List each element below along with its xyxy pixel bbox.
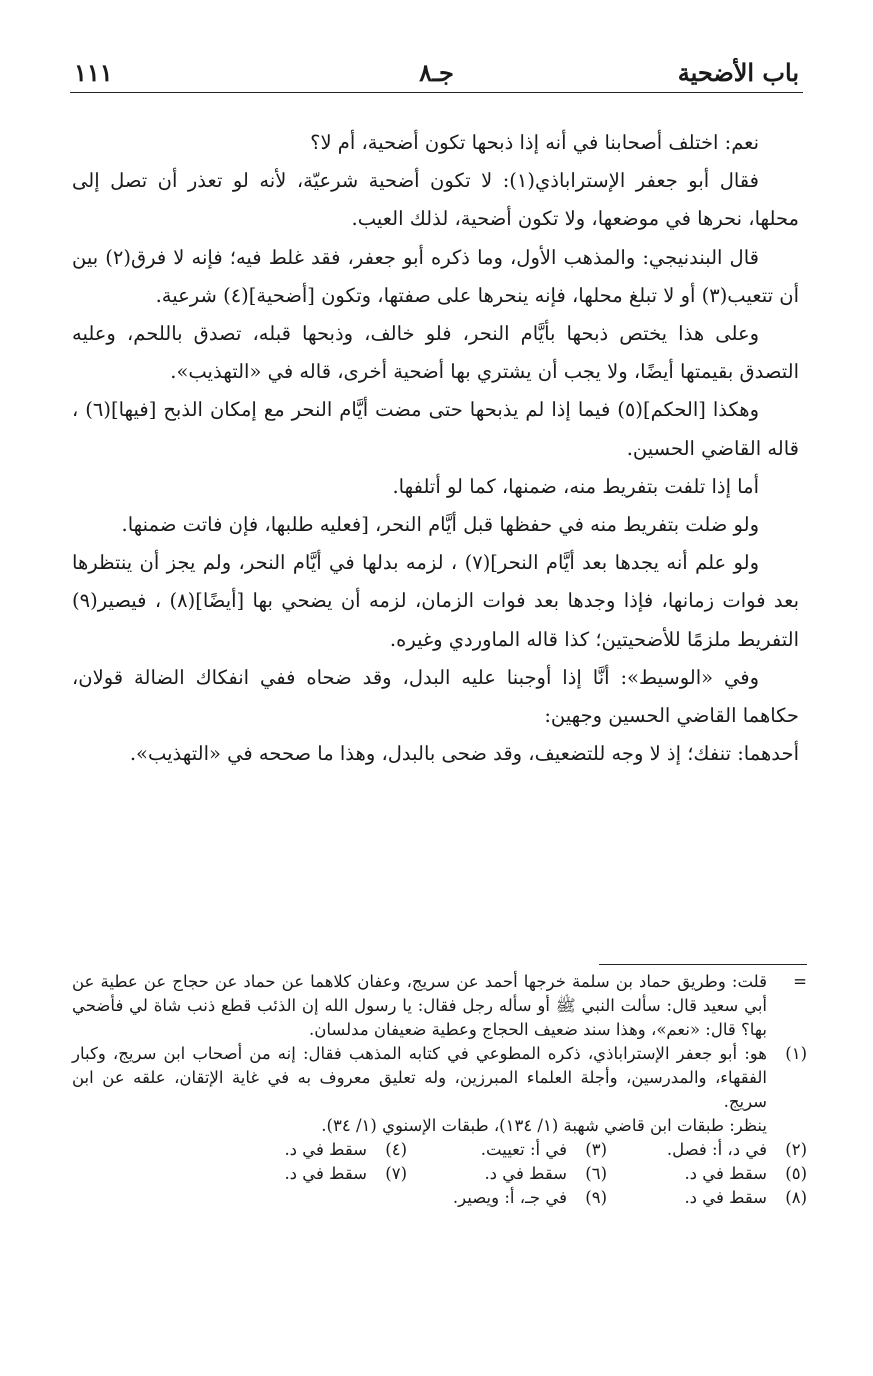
footnote-text: سقط في د. — [484, 1164, 567, 1183]
footnote-row — [72, 1162, 807, 1186]
short-footnotes — [72, 1138, 807, 1210]
paragraph: ولو ضلت بتفريط منه في حفظها قبل أيَّام النحر، [فعليه طلبها، فإن فاتت ضمنها. — [121, 513, 759, 537]
paragraph: وهكذا [الحكم](٥) فيما إذا لم يذبحها حتى مضت أيَّام النحر مع إمكان الذبح [فيها](٦) ، قاله القاضي الحسين. — [72, 398, 799, 460]
footnote-item — [207, 1138, 407, 1162]
footnote-mark: (٢) — [785, 1140, 807, 1159]
volume-label: جـ٨ — [419, 58, 454, 87]
paragraph: أما إذا تلفت بتفريط منه، ضمنها، كما لو أتلفها. — [392, 474, 759, 498]
paragraph: وعلى هذا يختص ذبحها بأيَّام النحر، فلو خالف، وذبحها قبله، تصدق باللحم، وعليه التصدق بقيمتها أيضًا، ولا يجب أن يشتري بها أضحية أخرى، قاله في «التهذيب». — [72, 322, 799, 384]
footnote-text: سقط في د. — [284, 1140, 367, 1159]
footnote-text: في د، أ: فصل. — [666, 1140, 767, 1159]
footnote-text: هو: أبو جعفر الإستراباذي، ذكره المطوعي في كتابه المذهب فقال: إنه من أصحاب ابن سريج، وكبار الفقهاء، والمدرسين، وأجلة العلماء المبرزين، وله تعليق معروف به في غاية الإتقان، علقه عن ابن سريج. — [72, 1044, 767, 1111]
footnote-mark: (٧) — [385, 1164, 407, 1183]
footnote-text: في أ: تعييت. — [480, 1140, 567, 1159]
footnote-rule — [599, 964, 807, 965]
paragraph: نعم: اختلف أصحابنا في أنه إذا ذبحها تكون أضحية، أم لا؟ — [310, 131, 759, 154]
footnote-item — [207, 1162, 407, 1186]
footnote-text: في جـ، أ: ويصير. — [452, 1188, 567, 1207]
paragraph: أحدهما: تنفك؛ إذ لا وجه للتضعيف، وقد ضحى بالبدل، وهذا ما صححه في «التهذيب». — [129, 742, 799, 766]
chapter-title: باب الأضحية — [677, 58, 799, 87]
footnote-mark: (٤) — [385, 1140, 407, 1159]
header-rule — [70, 92, 803, 93]
footnote-item — [607, 1138, 807, 1162]
footnote-mark: (٩) — [585, 1188, 607, 1207]
footnote-item — [407, 1186, 607, 1210]
footnote-reference: ينظر: طبقات ابن قاضي شهبة (١/ ١٣٤)، طبقات الإسنوي (١/ ٣٤). — [321, 1116, 767, 1135]
main-text — [72, 124, 799, 773]
footnotes — [72, 970, 807, 1210]
footnote-continuation — [72, 970, 807, 1042]
footnote-text: سقط في د. — [284, 1164, 367, 1183]
running-header — [74, 56, 799, 90]
footnote-text: سقط في د. — [684, 1164, 767, 1183]
footnote-row — [72, 1138, 807, 1162]
paragraph: فقال أبو جعفر الإستراباذي(١): لا تكون أضحية شرعيّة، لأنه لو تعذر أن تصل إلى محلها، نحرها في موضعها، ولا تكون أضحية، لذلك العيب. — [72, 169, 799, 231]
footnote-mark: (٨) — [785, 1188, 807, 1207]
footnote-item — [607, 1162, 807, 1186]
page-number: ١١١ — [74, 58, 113, 87]
footnote-text: سقط في د. — [684, 1188, 767, 1207]
footnote-text: قلت: وطريق حماد بن سلمة خرجها أحمد عن سريج، وعفان كلاهما عن حماد عن حجاج عن عطية عن أبي سعيد قال: سألت النبي ﷺ أو سأله رجل فقال: يا رسول الله إن الذئب قطع ذنب شاة لي فأضحي بها؟ قال: «نعم»، وهذا سند ضعيف الحجاج وعطية ضعيفان مدلسان. — [72, 972, 767, 1039]
footnote-row — [72, 1186, 807, 1210]
paragraph: ولو علم أنه يجدها بعد أيَّام النحر](٧) ، لزمه بدلها في أيَّام النحر، ولم يجز أن ينتظرها بعد فوات زمانها، فإذا وجدها بعد فوات الزمان، لزمه أن يضحي بها [أيضًا](٨) ، فيصير(٩) التفريط ملزمًا للأضحيتين؛ كذا قاله الماوردي وغيره. — [72, 551, 799, 651]
footnote-item — [407, 1162, 607, 1186]
footnote-item — [607, 1186, 807, 1210]
footnote-mark: (٦) — [585, 1164, 607, 1183]
footnote-mark: (٣) — [585, 1140, 607, 1159]
footnote-mark: (٥) — [785, 1164, 807, 1183]
footnote-mark: = — [793, 972, 807, 991]
footnote-1 — [72, 1042, 807, 1114]
paragraph: وفي «الوسيط»: أنَّا إذا أوجبنا عليه البدل، وقد ضحاه ففي انفكاك الضالة قولان، حكاهما القاضي الحسين وجهين: — [72, 665, 799, 728]
footnote-item — [407, 1138, 607, 1162]
footnote-mark: (١) — [785, 1044, 807, 1063]
paragraph: قال البندنيجي: والمذهب الأول، وما ذكره أبو جعفر، فقد غلط فيه؛ فإنه لا فرق(٢) بين أن تتعيب(٣) أو لا تبلغ محلها، فإنه ينحرها على صفتها، وتكون [أضحية](٤) شرعية. — [72, 245, 799, 307]
